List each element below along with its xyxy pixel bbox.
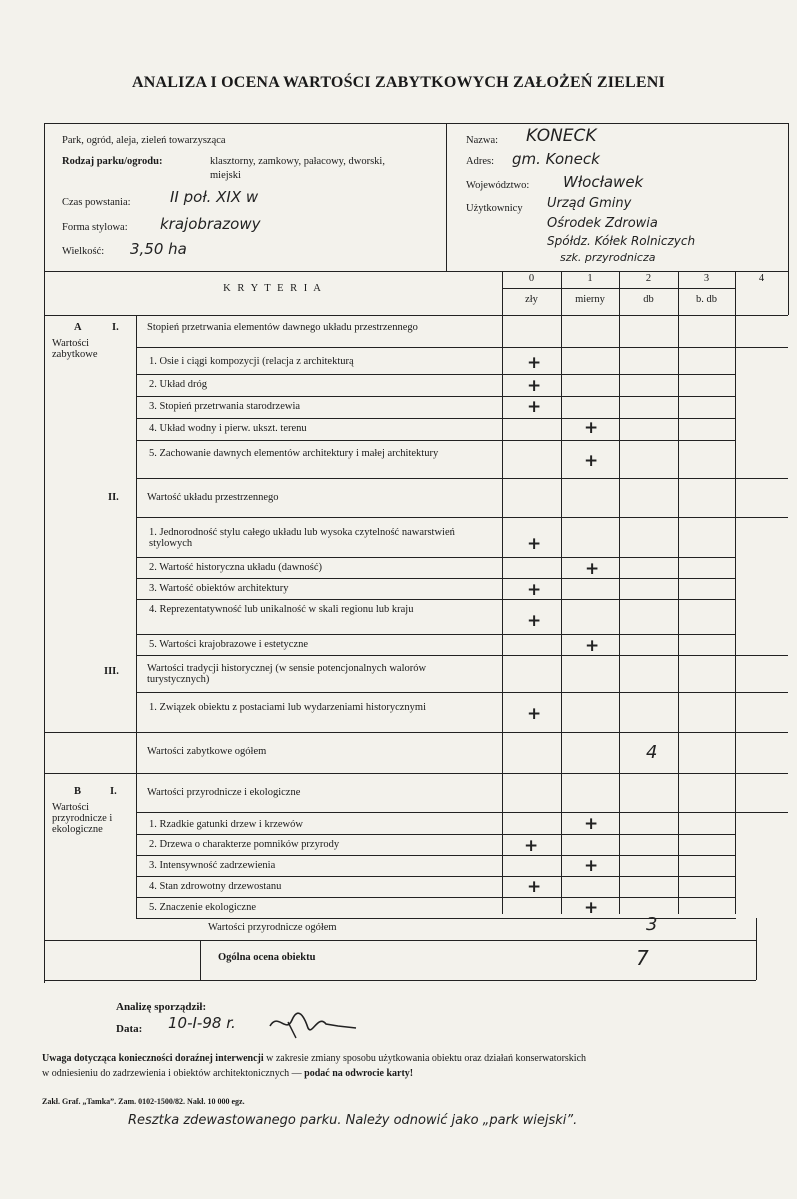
uwaga-text-2: w odniesieniu do zadrzewienia i obiektów architektonicznych — [42,1068,305,1079]
mark-b-5: + [584,898,599,918]
header-row-bottom [44,315,788,316]
g2-line-4 [136,634,736,635]
group-2-title: Wartość układu przestrzennego [147,492,279,503]
mark-a1-5: + [584,451,599,471]
mark-a2-5: + [585,636,600,656]
gb-line-4 [136,897,736,898]
czas-label: Czas powstania: [62,197,131,208]
score-0: 0 [528,273,535,284]
rodzaj-options-2: miejski [210,170,241,181]
g2-line-2 [136,578,736,579]
g1-line-4 [136,440,736,441]
mark-a3-1: + [527,704,542,724]
total-a-label: Wartości zabytkowe ogółem [147,746,267,757]
uzytkownicy-value-1: Urząd Gminy [547,196,632,211]
col-1-left [561,271,562,914]
overall-right [756,918,757,980]
section-a-name: Wartości zabytkowe [52,338,98,360]
col-2-left [619,271,620,914]
mark-a1-1: + [527,353,542,373]
forma-label: Forma stylowa: [62,222,128,233]
score-4: 4 [758,273,765,284]
gb-line-2 [136,855,736,856]
mark-b-4: + [527,877,542,897]
table-bottom [44,980,756,981]
nazwa-value: KONECK [526,126,597,146]
uzytkownicy-label: Użytkownicy [466,203,523,214]
g1-line-2 [136,396,736,397]
uzytkownicy-value-4: szk. przyrodnicza [560,251,656,264]
total-a-value: 4 [646,742,658,763]
gb-line-3 [136,876,736,877]
g2-row-4: 4. Reprezentatywność lub unikalność w skali regionu lub kraju [149,604,414,615]
g2-line-5 [136,655,788,656]
g3-line-1 [44,732,788,733]
col-0-left [502,271,503,914]
section-b-name: Wartości przyrodnicze i ekologiczne [52,802,113,835]
g2-row-3: 3. Wartość obiektów architektury [149,583,289,594]
group-1-title: Stopień przetrwania elementów dawnego układu przestrzennego [147,322,418,333]
analiza-label: Analizę sporządził: [116,1001,207,1013]
gb-row-4: 4. Stan zdrowotny drzewostanu [149,881,282,892]
nazwa-label: Nazwa: [466,135,499,146]
mark-b-2: + [524,836,539,856]
col-right-head [788,271,789,315]
section-b-letter: B [74,786,82,797]
signature-icon [268,1008,358,1040]
adres-label: Adres: [466,156,494,167]
g3-row-1: 1. Związek obiektu z postaciami lub wydarzeniami historycznymi [149,702,426,713]
gb-row-3: 3. Intensywność zadrzewienia [149,860,276,871]
gb-row-1: 1. Rzadkie gatunki drzew i krzewów [149,819,303,830]
total-b-bottom [44,940,756,941]
col-3-left [678,271,679,914]
section-a-number: I. [112,322,119,333]
total-a-bottom [44,773,788,774]
score-label-2: db [643,294,654,305]
frame-right-top [788,123,789,271]
wielkosc-label: Wielkość: [62,246,105,257]
section-b-number: I. [110,786,117,797]
score-2: 2 [645,273,652,284]
score-3: 3 [703,273,710,284]
wielkosc-value: 3,50 ha [130,240,187,258]
mark-b-1: + [584,814,599,834]
gb-line-0 [136,812,788,813]
group-3-number: III. [104,666,119,677]
overall-value: 7 [636,946,649,970]
uwaga-bold-2: podać na odwrocie karty! [304,1068,414,1079]
mark-a1-3: + [527,397,542,417]
g1-row-3: 3. Stopień przetrwania starodrzewia [149,401,301,412]
g2-line-1 [136,557,736,558]
g1-line-1 [136,374,736,375]
czas-value: II poł. XIX w [170,188,259,206]
overall-label: Ogólna ocena obiektu [218,952,316,963]
uwaga-bold: Uwaga dotycząca konieczności doraźnej interwencji [42,1053,264,1064]
g1-row-4: 4. Układ wodny i pierw. ukszt. terenu [149,423,307,434]
score-label-1: mierny [575,294,605,305]
rodzaj-label: Rodzaj parku/ogrodu: [62,156,163,167]
mark-a2-3: + [527,580,542,600]
g1-line-0 [136,347,788,348]
g1-line-5 [136,478,788,479]
group-2-number: II. [108,492,119,503]
uwaga-text: w zakresie zmiany sposobu użytkowania obiektu oraz działań konserwatorskich [263,1053,587,1064]
mark-a2-4: + [527,611,542,631]
group-3-title: Wartości tradycji historycznej (w sensie potencjonalnych walorów turystycznych) [147,663,427,685]
group-b-title: Wartości przyrodnicze i ekologiczne [147,787,301,798]
kryteria-header: K R Y T E R I A [223,283,323,294]
total-b-value: 3 [646,914,658,935]
data-value: 10-I-98 r. [168,1014,236,1032]
g1-row-1: 1. Osie i ciągi kompozycji (relacja z architekturą [149,356,354,367]
g2-row-1: 1. Jednorodność stylu całego układu lub wysoka czytelność nawarstwień stylowych [149,527,455,549]
data-label: Data: [116,1023,143,1035]
g1-row-5: 5. Zachowanie dawnych elementów architektury i małej architektury [149,448,439,459]
g3-line-0 [136,692,788,693]
wojewodztwo-label: Województwo: [466,180,530,191]
print-info: Zakł. Graf. „Tamka”. Zam. 0102-1500/82. Nakł. 10 000 egz. [42,1097,245,1106]
g2-row-5: 5. Wartości krajobrazowe i estetyczne [149,639,309,650]
col-4-left [735,271,736,914]
g1-line-3 [136,418,736,419]
g1-row-2: 2. Układ dróg [149,379,208,390]
rodzaj-options: klasztorny, zamkowy, pałacowy, dworski, [210,156,385,167]
mark-a1-4: + [584,418,599,438]
score-1: 1 [587,273,593,284]
uwaga-line-2 [42,1068,413,1079]
total-b-label: Wartości przyrodnicze ogółem [208,922,337,933]
uzytkownicy-value-2: Ośrodek Zdrowia [547,216,658,231]
gb-line-1 [136,834,736,835]
score-label-3: b. db [696,294,717,305]
gb-row-5: 5. Znaczenie ekologiczne [149,902,256,913]
score-label-0: zły [525,294,538,305]
handwritten-note: Resztka zdewastowanego parku. Należy odnowić jako „park wiejski”. [128,1113,578,1128]
document-title: ANALIZA I OCENA WARTOŚCI ZABYTKOWYCH ZAŁOŻEŃ ZIELENI [132,74,665,91]
g2-line-0 [136,517,788,518]
mark-a1-2: + [527,376,542,396]
header-bottom [44,271,788,272]
mark-a2-2: + [585,559,600,579]
overall-left [200,940,201,980]
header-divider [446,123,447,271]
wojewodztwo-value: Włocławek [563,173,644,191]
mark-b-3: + [584,856,599,876]
uwaga-line-1 [42,1053,586,1064]
section-a-letter: A [74,322,82,333]
adres-value: gm. Koneck [512,150,600,168]
frame-left [44,123,45,983]
frame-top [44,123,788,124]
score-header-sep [502,288,735,289]
mark-a2-1: + [527,534,542,554]
uzytkownicy-value-3: Spółdz. Kółek Rolniczych [547,234,696,248]
gb-row-2: 2. Drzewa o charakterze pomników przyrody [149,839,340,850]
g2-line-3 [136,599,736,600]
g2-row-2: 2. Wartość historyczna układu (dawność) [149,562,323,573]
park-type: Park, ogród, aleja, zieleń towarzysząca [62,135,226,146]
section-divider [136,315,137,918]
forma-value: krajobrazowy [160,215,261,233]
